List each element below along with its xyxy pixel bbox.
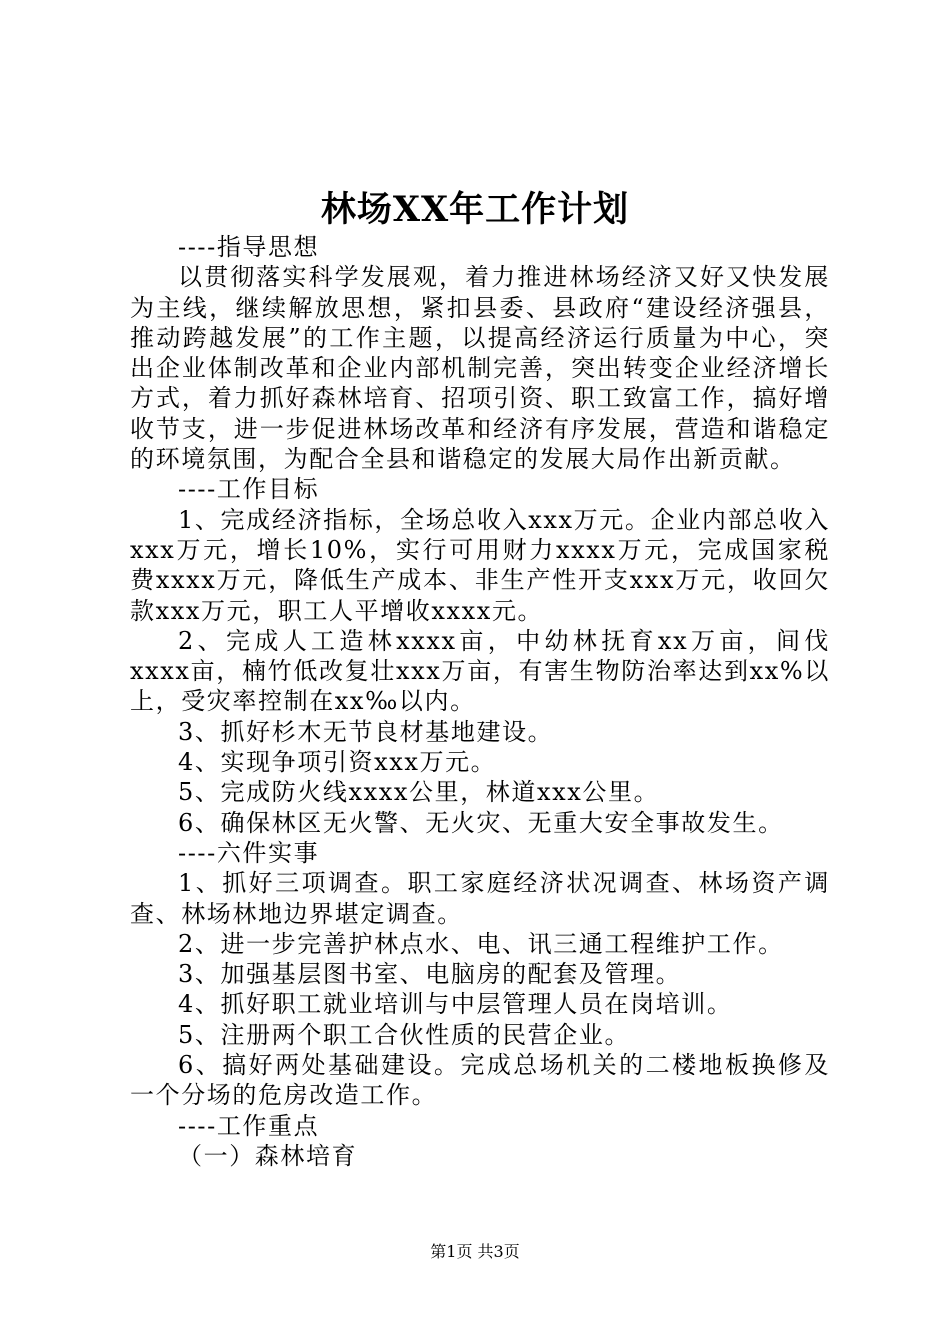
- section-heading-six-practical-matters: ----六件实事: [178, 838, 320, 867]
- page-title: 林场XX年工作计划: [320, 189, 630, 230]
- document-body: [130, 232, 830, 1171]
- goal-item-3: 3、抓好杉木无节良材基地建设。: [178, 717, 554, 746]
- page-footer: 第1页 共3页: [430, 1242, 520, 1261]
- section-heading-guiding-ideology: ----指导思想: [178, 233, 320, 261]
- paragraph-guiding-ideology: 以贯彻落实科学发展观，着力推进林场经济又好又快发展为主线，继续解放思想，紧扣县委、县政府“建设经济强县，推动跨越发展”的工作主题，以提高经济运行质量为中心，突出企业体制改革和企业内部机制完善，突出转变企业经济增长方式，着力抓好森林培育、招项引资、职工致富工作，搞好增收节支，进一步促进林场改革和经济有序发展，营造和谐稳定的环境氛围，为配合全县和谐稳定的发展大局作出新贡献。: [130, 263, 830, 474]
- matter-item-3: 3、加强基层图书室、电脑房的配套及管理。: [178, 960, 682, 989]
- section-heading-work-goals: ----工作目标: [178, 475, 320, 504]
- section-heading-work-focus: ----工作重点: [178, 1111, 320, 1140]
- goal-item-6: 6、确保林区无火警、无火灾、无重大安全事故发生。: [178, 808, 784, 837]
- matter-item-1: 1、抓好三项调查。职工家庭经济状况调查、林场资产调查、林场林地边界堪定调查。: [130, 869, 830, 928]
- goal-item-4: 4、实现争项引资xxx万元。: [178, 748, 497, 777]
- matter-item-5: 5、注册两个职工合伙性质的民营企业。: [178, 1020, 631, 1049]
- goal-item-1: 1、完成经济指标，全场总收入xxx万元。企业内部总收入xxx万元，增长10%，实行可用财力xxxx万元，完成国家税费xxxx万元，降低生产成本、非生产性开支xxx万元，收回欠款xxx万元，职工人平增收xxxx元。: [130, 505, 830, 625]
- goal-item-5: 5、完成防火线xxxx公里，林道xxx公里。: [178, 778, 660, 807]
- matter-item-4: 4、抓好职工就业培训与中层管理人员在岗培训。: [178, 990, 733, 1019]
- matter-item-6: 6、搞好两处基础建设。完成总场机关的二楼地板换修及一个分场的危房改造工作。: [130, 1051, 830, 1110]
- subsection-heading-forest-cultivation: （一）森林培育: [178, 1141, 358, 1170]
- goal-item-2: 2、完成人工造林xxxx亩，中幼林抚育xx万亩，间伐xxxx亩，楠竹低改复壮xxx万亩，有害生物防治率达到xx%以上，受灾率控制在xx‰以内。: [130, 626, 830, 716]
- matter-item-2: 2、进一步完善护林点水、电、讯三通工程维护工作。: [178, 929, 784, 958]
